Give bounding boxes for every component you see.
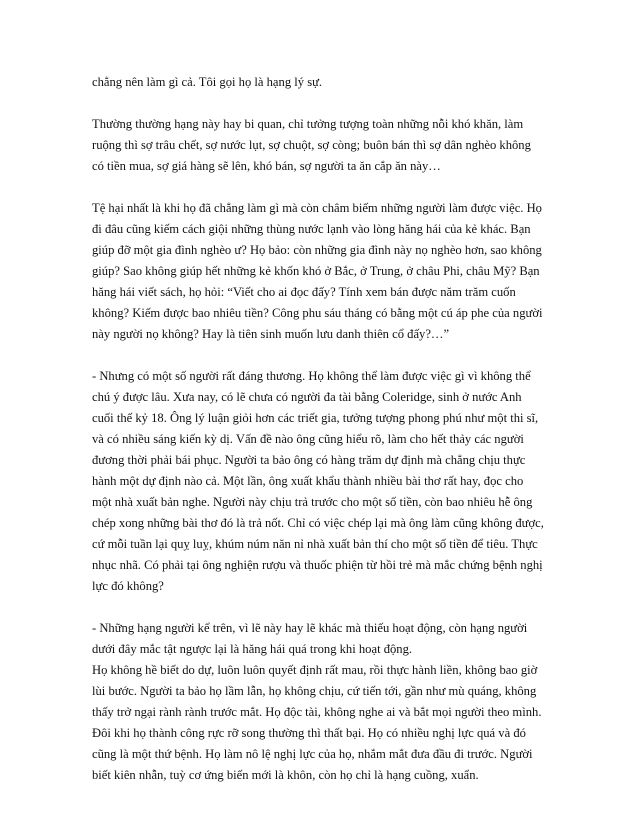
text-line: hành một dự định nào cả. Một lần, ông xuất khẩu thành nhiều bài thơ rất hay, đọc cho: [92, 474, 524, 488]
text-line: giúp đỡ một gia đình nghèo ư? Họ bảo: còn những gia đình này nọ nghèo hơn, sao không: [92, 243, 542, 257]
text-line: Thường thường hạng này hay bi quan, chỉ tưởng tượng toàn những nỗi khó khăn, làm: [92, 117, 524, 131]
text-line: dưới đây mắc tật ngược lại là hăng hái quá trong khi hoạt động.: [92, 642, 413, 656]
text-line: - Nhưng có một số người rất đáng thương. Họ không thể làm được việc gì vì không thể: [92, 369, 531, 383]
text-line: thấy trở ngại rành rành trước mắt. Họ độc tài, không nghe ai và bắt mọi người theo mình.: [92, 705, 542, 719]
text-line: - Những hạng người kể trên, vì lẽ này hay lẽ khác mà thiếu hoạt động, còn hạng người: [92, 621, 528, 635]
text-line: hăng hái viết sách, họ hỏi: “Viết cho ai đọc đấy? Tính xem bán được năm trăm cuốn: [92, 285, 516, 299]
text-line: cũng là một thứ bệnh. Họ làm nô lệ nghị lực của họ, nhắm mắt đưa đầu đi trước. Người: [92, 747, 533, 761]
text-line: không? Kiếm được bao nhiêu tiền? Công phu sáu tháng có bằng một cú áp phe của người: [92, 306, 543, 320]
text-line: đi đâu cũng kiếm cách giội những thùng nước lạnh vào lòng hăng hái của kẻ khác. Bạn: [92, 222, 531, 236]
paragraph-gap: [92, 93, 554, 114]
paragraph-1: [92, 72, 554, 93]
text-line: nhục nhã. Có phải tại ông nghiện rượu và thuốc phiện từ hồi trẻ mà mắc chứng bệnh nghị: [92, 558, 543, 572]
text-line: chẳng nên làm gì cả. Tôi gọi họ là hạng lý sự.: [92, 75, 323, 89]
text-line: giúp? Sao không giúp hết những kẻ khốn khó ở Bắc, ở Trung, ở châu Phi, châu Mỹ? Bạn: [92, 264, 540, 278]
text-line: đương thời phải bái phục. Người ta bảo ông có hàng trăm dự định mà chẳng chịu thực: [92, 453, 526, 467]
text-line: một nhà xuất bản nghe. Người này chịu trả trước cho một số tiền, còn bao nhiêu hễ ông: [92, 495, 533, 509]
text-line: cuối thế kỷ 18. Ông lý luận giỏi hơn các triết gia, tưởng tượng phong phú như một thi sĩ,: [92, 411, 539, 425]
text-line: Họ không hề biết do dự, luôn luôn quyết định rất mau, rồi thực hành liền, không bao giờ: [92, 663, 538, 677]
text-line: chép xong những bài thơ đó là trả nốt. Chỉ có việc chép lại mà ông làm cũng không được,: [92, 516, 544, 530]
text-line: này người nọ không? Hay là tiên sinh muốn lưu danh thiên cổ đấy?…”: [92, 327, 450, 341]
text-line: chú ý được lâu. Xưa nay, có lẽ chưa có người đa tài bằng Coleridge, sinh ở nước Anh: [92, 390, 522, 404]
document-body: [92, 72, 554, 786]
text-line: và có nhiều sáng kiến kỳ dị. Vấn đề nào ông cũng hiểu rõ, làm cho hết thảy các người: [92, 432, 524, 446]
text-line: Đôi khi họ thành công rực rỡ song thường thì thất bại. Họ có nhiều nghị lực quá và đó: [92, 726, 526, 740]
paragraph-3: [92, 198, 554, 345]
paragraph-4: [92, 366, 554, 597]
text-line: lực đó không?: [92, 579, 164, 593]
text-line: Tệ hại nhất là khi họ đã chẳng làm gì mà còn châm biếm những người làm được việc. Họ: [92, 201, 542, 215]
text-line: biết kiên nhẫn, tuỳ cơ ứng biến mới là khôn, còn họ chỉ là hạng cuồng, xuẩn.: [92, 768, 479, 782]
text-line: lùi bước. Người ta bảo họ lầm lẫn, họ không chịu, cứ tiến tới, gần như mù quáng, không: [92, 684, 537, 698]
paragraph-gap: [92, 177, 554, 198]
paragraph-gap: [92, 345, 554, 366]
paragraph-5: [92, 618, 554, 786]
paragraph-gap: [92, 597, 554, 618]
text-line: cứ mỗi tuần lại quỵ luỵ, khúm núm năn nỉ nhà xuất bản thí cho một số tiền để tiêu. Thực: [92, 537, 538, 551]
text-line: ruộng thì sợ trâu chết, sợ nước lụt, sợ chuột, sợ còng; buôn bán thì sợ dân nghèo không: [92, 138, 531, 152]
text-line: có tiền mua, sợ giá hàng sẽ lên, khó bán, sợ người ta ăn cắp ăn này…: [92, 159, 441, 173]
paragraph-2: [92, 114, 554, 177]
